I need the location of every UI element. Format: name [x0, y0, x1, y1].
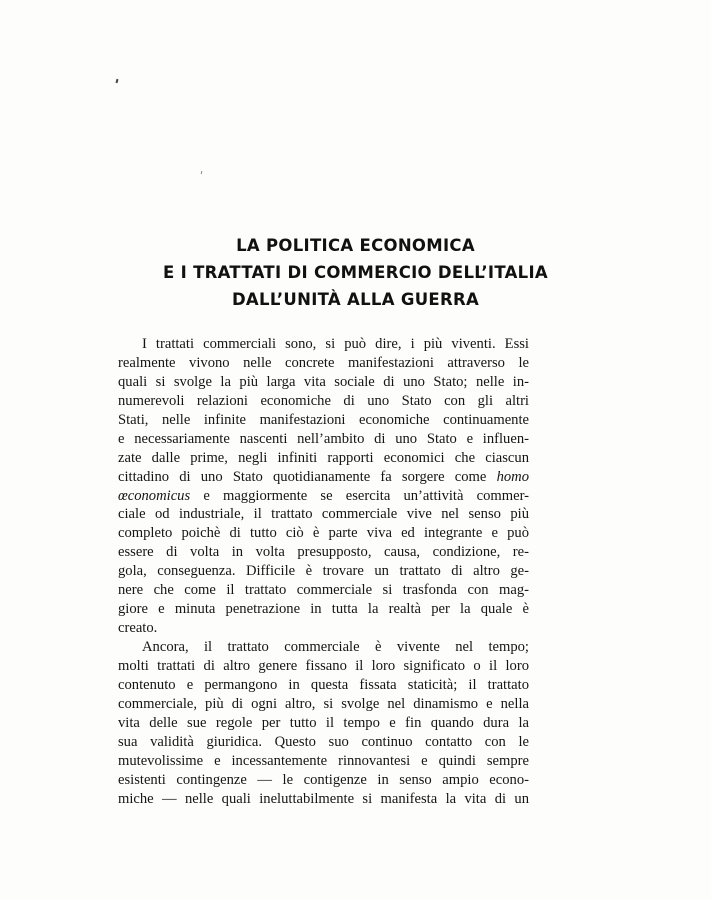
text-line: realmente vivono nelle concrete manifestazioni attraverso le — [118, 354, 529, 371]
text-line: commerciale, più di ogni altro, si svolge nel dinamismo e nella — [118, 695, 529, 712]
text-line: esistenti contingenze — le contigenze in senso ampio econo- — [118, 771, 529, 788]
chapter-title — [100, 232, 611, 313]
text-line: ciale od industriale, il trattato commerciale vive nel senso più — [118, 506, 529, 523]
text-line — [118, 468, 529, 487]
text-segment: e maggiormente se esercita un’attività commer- — [203, 487, 529, 504]
text-line: miche — nelle quali ineluttabilmente si manifesta la vita di un — [118, 790, 529, 807]
text-line: nere che come il trattato commerciale si trasfonda con mag- — [118, 582, 529, 599]
italic-term: œconomicus — [118, 487, 191, 504]
text-line: quali si svolge la più larga vita sociale di uno Stato; nelle in- — [118, 373, 529, 390]
body-text — [118, 335, 529, 808]
title-line-3: DALL’UNITÀ ALLA GUERRA — [231, 290, 480, 309]
title-line-2: E I TRATTATI DI COMMERCIO DELL’ITALIA — [162, 263, 548, 282]
text-line: completo poichè di tutto ciò è parte viva ed integrante e può — [118, 525, 529, 542]
text-line: molti trattati di altro genere fissano il loro significato o il loro — [118, 657, 529, 674]
text-line: e necessariamente nascenti nell’ambito di uno Stato e influen- — [118, 430, 529, 447]
text-line: I trattati commerciali sono, si può dire, i più viventi. Essi — [142, 336, 529, 352]
text-line: creato. — [118, 620, 158, 637]
text-line: numerevoli relazioni economiche di uno Stato con gli altri — [118, 392, 529, 409]
text-line: contenuto e permangono in questa fissata staticità; il trattato — [118, 676, 529, 693]
italic-term: homo — [496, 468, 529, 485]
text-line: gola, conseguenza. Difficile è trovare un trattato di altro ge- — [118, 563, 529, 580]
text-line: sua validità giuridica. Questo suo continuo contatto con le — [118, 733, 529, 750]
text-line: zate dalle prime, negli infiniti rapporti economici che ciascun — [118, 449, 529, 466]
text-line: Stati, nelle infinite manifestazioni economiche continuamente — [118, 411, 529, 428]
text-line: giore e minuta penetrazione in tutta la realtà per la quale è — [118, 601, 529, 618]
text-line — [118, 487, 529, 506]
ink-speck — [201, 171, 203, 174]
text-line: mutevolissime e incessantemente rinnovantesi e quindi sempre — [118, 752, 529, 769]
text-line: vita delle sue regole per tutto il tempo e fin quando dura la — [118, 714, 529, 731]
text-segment: cittadino di uno Stato quotidianamente fa sorgere come — [118, 468, 487, 485]
text-line: Ancora, il trattato commerciale è vivente nel tempo; — [142, 639, 529, 655]
ink-speck — [116, 79, 119, 83]
title-line-1: LA POLITICA ECONOMICA — [236, 236, 475, 255]
text-line: essere di volta in volta presupposto, causa, condizione, re- — [118, 544, 529, 561]
